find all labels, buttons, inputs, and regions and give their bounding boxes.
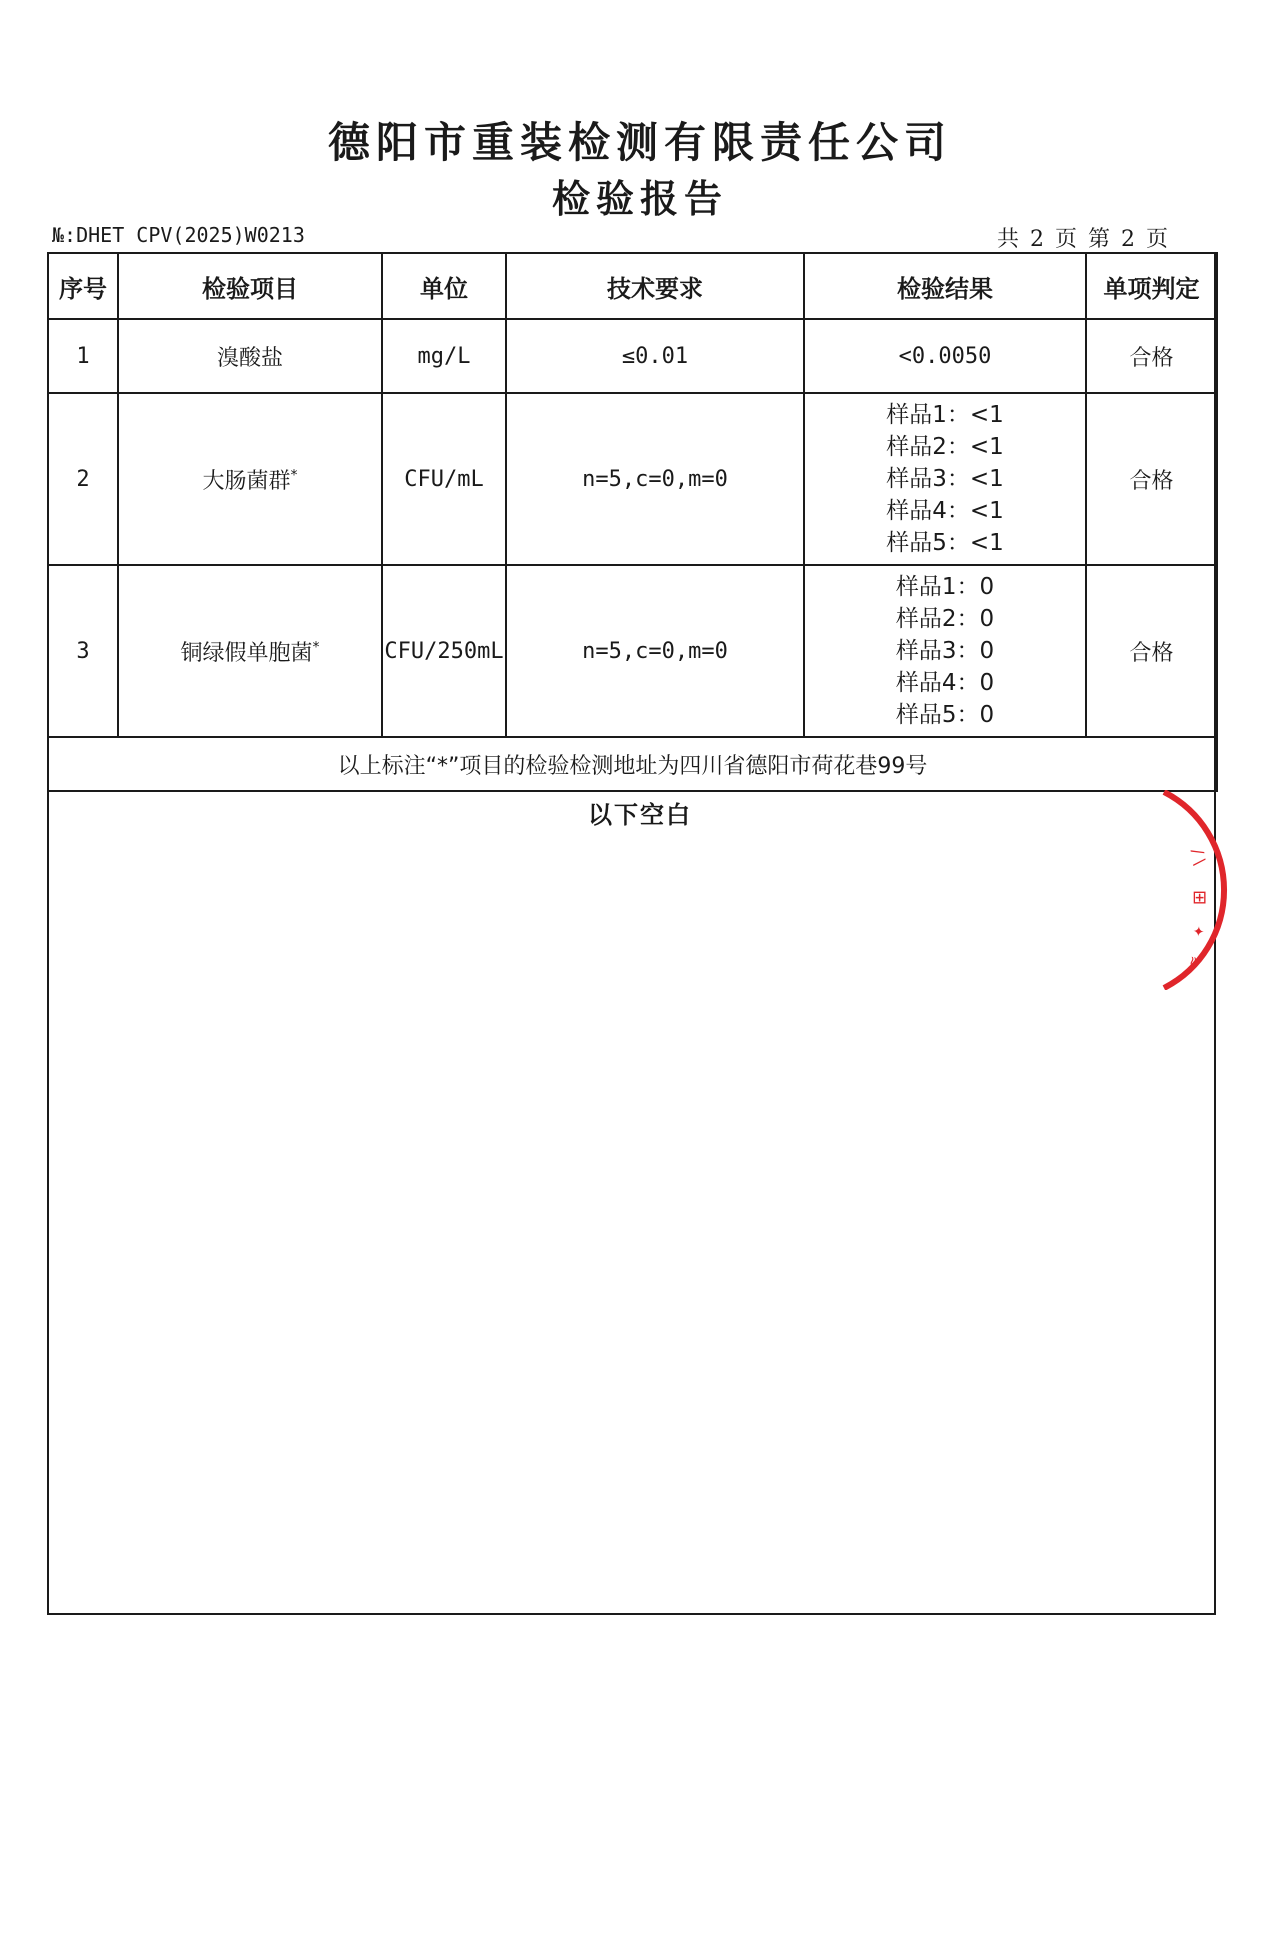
header-requirement: 技术要求: [506, 253, 804, 319]
sample-result: 样品3：<1: [886, 466, 1004, 492]
item-mark: *: [290, 467, 298, 484]
row-judgment: 合格: [1086, 393, 1217, 565]
row-judgment: 合格: [1086, 565, 1217, 737]
company-name: 德阳市重装检测有限责任公司: [327, 118, 952, 167]
item-name: 大肠菌群: [202, 468, 291, 494]
item-mark: *: [312, 639, 320, 656]
header-item: 检验项目: [118, 253, 382, 319]
svg-text:/ \: / \: [1188, 847, 1210, 867]
sample-result: 样品5：0: [895, 702, 995, 728]
header-no: 序号: [48, 253, 118, 319]
sample-result: 样品5：<1: [886, 530, 1004, 556]
header-result: 检验结果: [804, 253, 1086, 319]
row-no: 3: [48, 565, 118, 737]
table-header-row: [48, 253, 1217, 319]
row-requirement: n=5,c=0,m=0: [506, 565, 804, 737]
row-item: [118, 393, 382, 565]
table-row: [48, 565, 1217, 737]
row-result: [804, 393, 1086, 565]
blank-below-text: 以下空白: [588, 801, 692, 829]
row-result: [804, 565, 1086, 737]
sample-result: 样品2：<1: [886, 434, 1004, 460]
row-item: [118, 565, 382, 737]
row-unit: CFU/mL: [382, 393, 506, 565]
svg-text:✦: ✦: [1188, 924, 1206, 938]
row-no: 2: [48, 393, 118, 565]
table-row: [48, 393, 1217, 565]
sample-result: 样品3：0: [895, 638, 995, 664]
sample-results: [896, 571, 994, 731]
report-number: №:DHET CPV(2025)W0213: [52, 223, 305, 247]
sample-result: 样品1：<1: [886, 402, 1004, 428]
sample-result: 样品4：<1: [886, 498, 1004, 524]
row-item: 溴酸盐: [118, 319, 382, 393]
item-name: 铜绿假单胞菌: [180, 640, 313, 666]
sample-result: 样品4：0: [895, 670, 995, 696]
sample-result: 样品1：0: [895, 574, 995, 600]
inspection-table: [47, 252, 1218, 792]
row-no: 1: [48, 319, 118, 393]
svg-text:⊞: ⊞: [1189, 890, 1210, 906]
row-result: <0.0050: [804, 319, 1086, 393]
row-judgment: 合格: [1086, 319, 1217, 393]
report-title: 检验报告: [551, 176, 728, 221]
address-note: 以上标注“*”项目的检验检测地址为四川省德阳市荷花巷99号: [48, 737, 1217, 791]
row-requirement: ≤0.01: [506, 319, 804, 393]
table-row: [48, 319, 1217, 393]
svg-text:≈: ≈: [1184, 954, 1202, 969]
note-row: [48, 737, 1217, 791]
seal-stamp: [1160, 790, 1240, 990]
row-requirement: n=5,c=0,m=0: [506, 393, 804, 565]
page-info: 共 2 页 第 2 页: [997, 227, 1170, 252]
sample-result: 样品2：0: [895, 606, 995, 632]
row-unit: CFU/250mL: [382, 565, 506, 737]
header-judgment: 单项判定: [1086, 253, 1217, 319]
header-unit: 单位: [382, 253, 506, 319]
row-unit: mg/L: [382, 319, 506, 393]
sample-results: [886, 399, 1004, 559]
